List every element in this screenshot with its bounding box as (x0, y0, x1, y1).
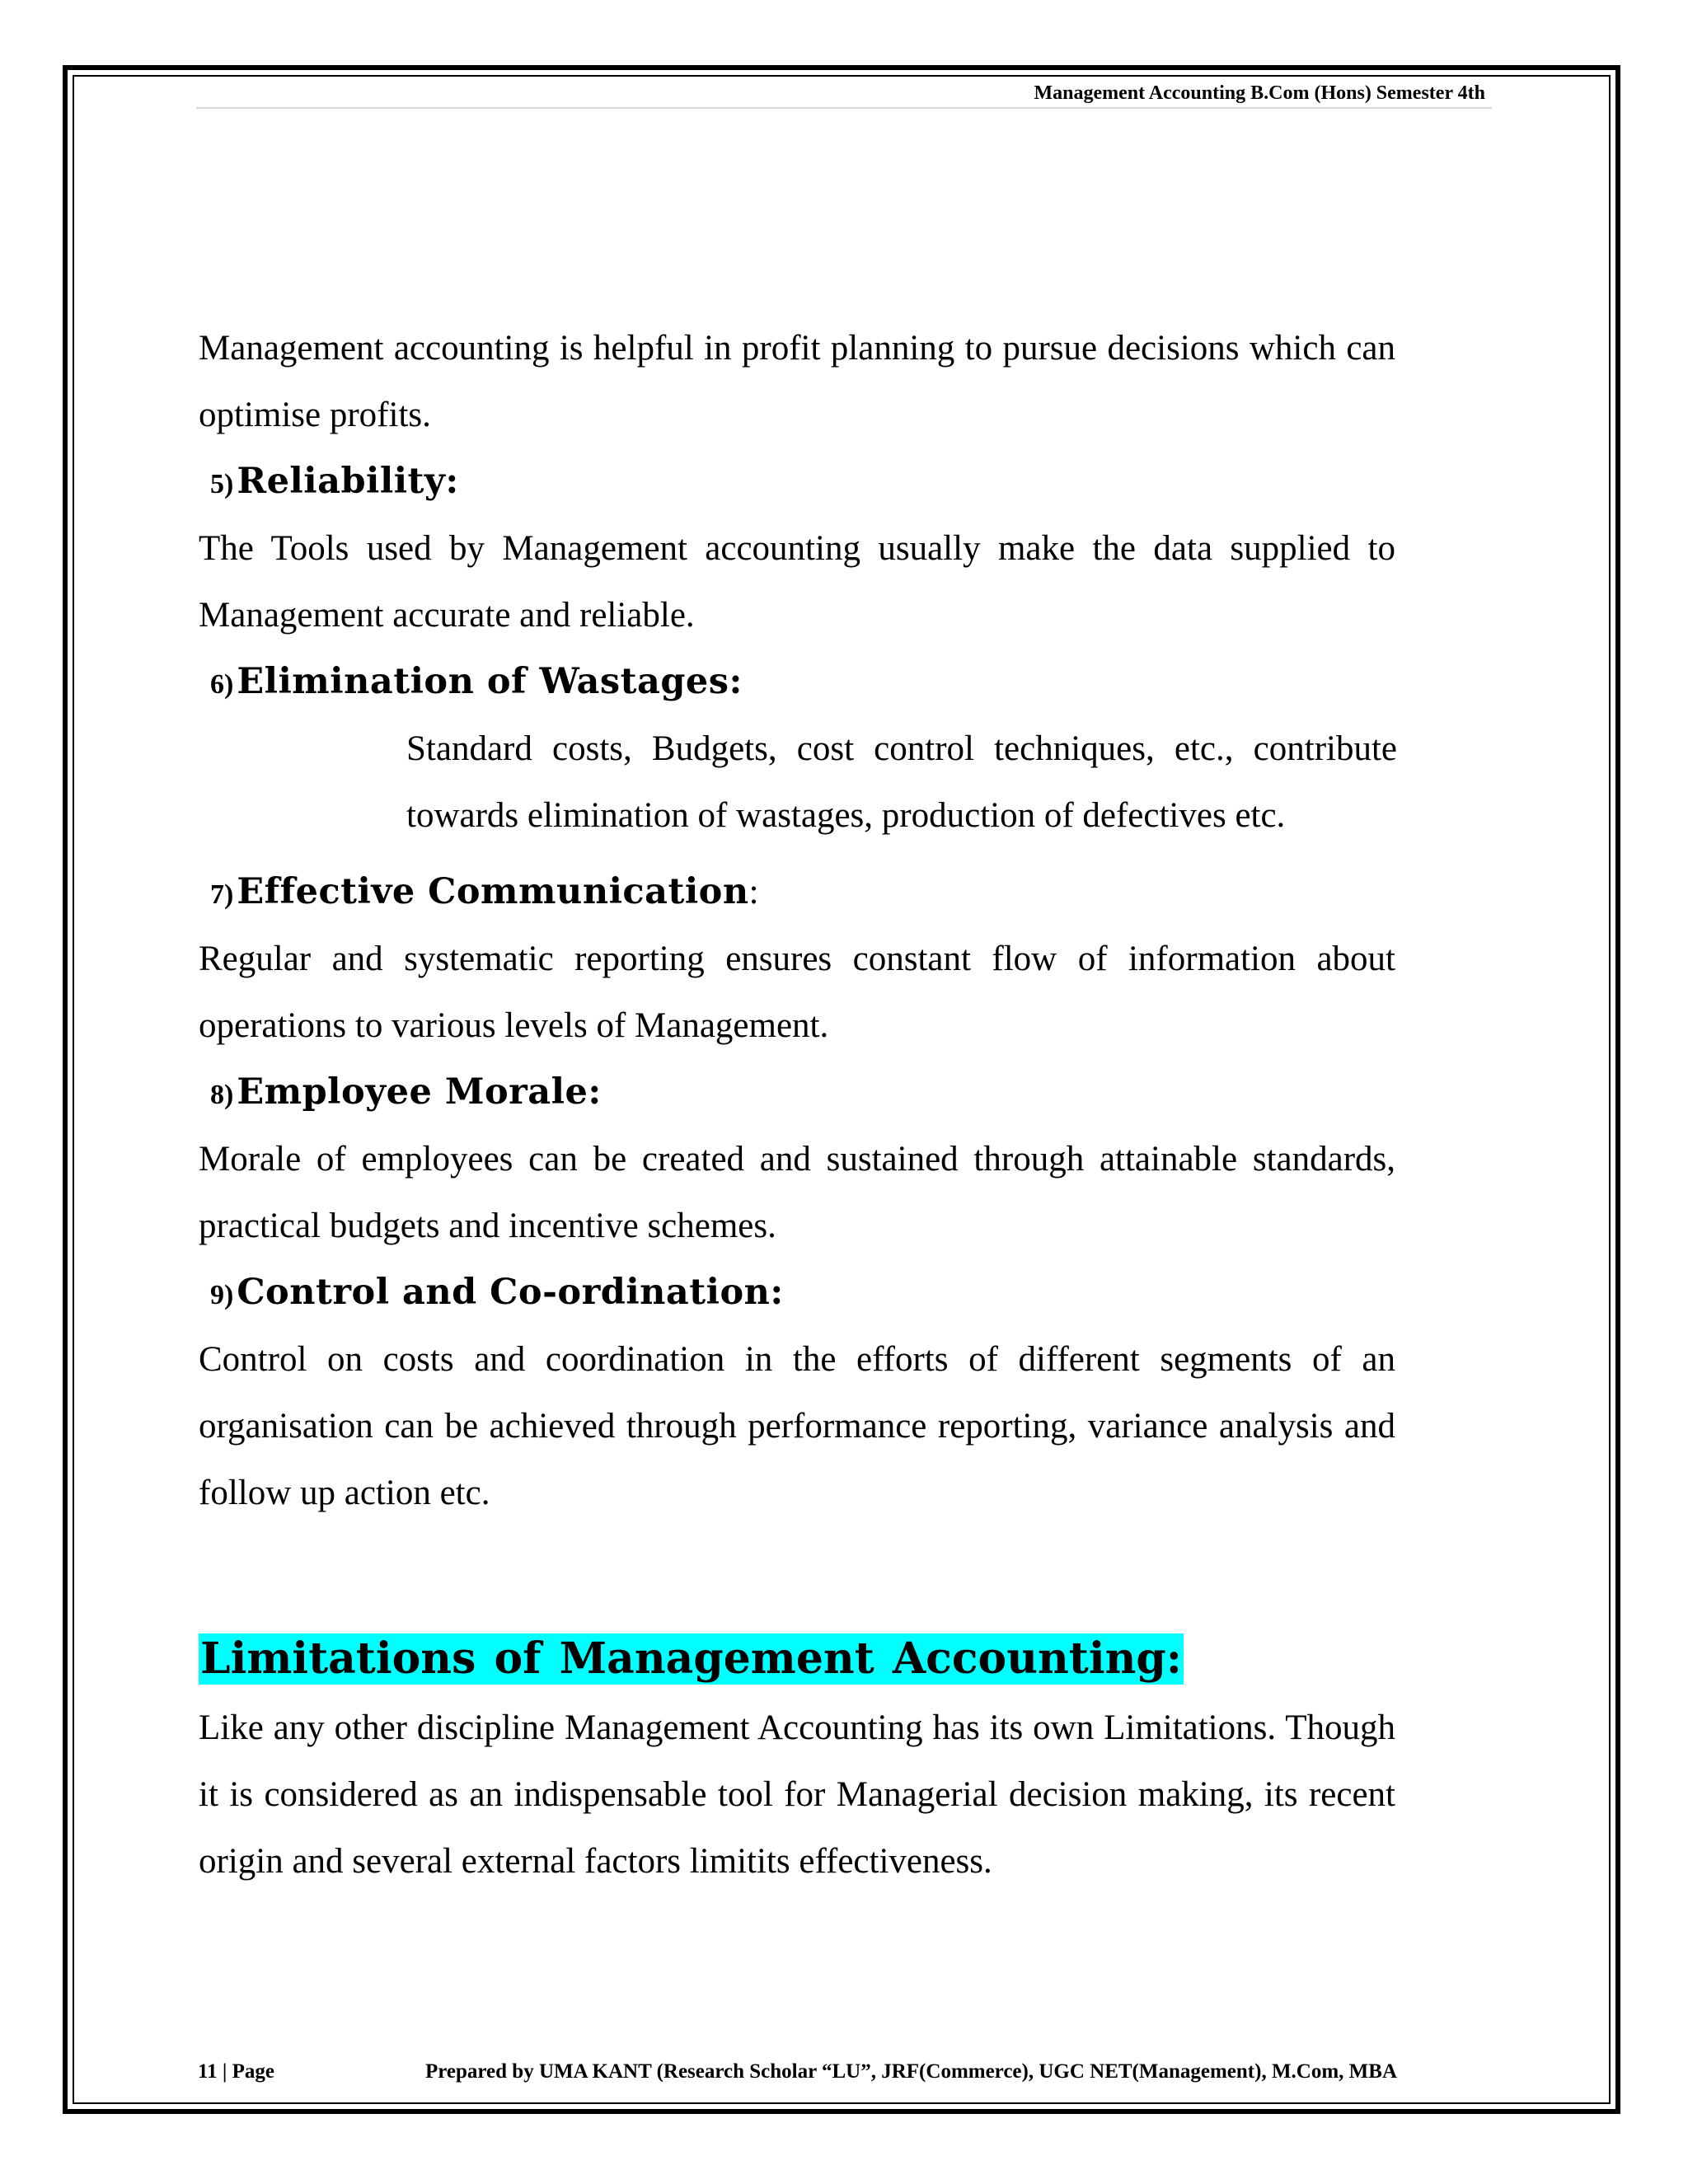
item-title: Employee Morale: (237, 1071, 602, 1113)
footer-page-number: 11 | Page (198, 2060, 274, 2083)
item-heading-control-and-coordination (199, 1259, 1395, 1326)
header-title: Management Accounting B.Com (Hons) Semester 4th (1034, 82, 1485, 104)
running-header (196, 79, 1492, 109)
item-heading-reliability (199, 448, 1395, 515)
item-title: Control and Co-ordination: (237, 1272, 784, 1313)
item-heading-employee-morale (199, 1059, 1395, 1126)
intro-paragraph: Management accounting is helpful in profit planning to pursue decisions which can optimise profits. (199, 329, 1395, 434)
item-title: Reliability: (237, 461, 459, 502)
item-title-suffix: : (748, 873, 759, 912)
item-number: 7) (210, 879, 234, 910)
limitations-paragraph: Like any other discipline Management Accounting has its own Limitations. Though it is considered as an indispensable tool for Managerial decision making, its recent origin and several external factors limitits effectiveness. (199, 1708, 1395, 1881)
item-number: 5) (210, 469, 234, 499)
footer-credit: Prepared by UMA KANT (Research Scholar “LU”, JRF(Commerce), UGC NET(Management), M.Com, MBA (425, 2060, 1398, 2083)
spacer (199, 849, 1395, 859)
item-heading-elimination-of-wastages (199, 649, 1395, 715)
item-paragraph-reliability: The Tools used by Management accounting usually make the data supplied to Management accurate and reliable. (199, 529, 1395, 635)
item-number: 9) (210, 1280, 234, 1310)
spacer (199, 1526, 1395, 1628)
item-number: 6) (210, 669, 234, 700)
item-paragraph-elimination-of-wastages: Standard costs, Budgets, cost control techniques, etc., contribute towards elimination of wastages, production of defectives etc. (406, 729, 1397, 835)
item-title: Effective Communication (237, 871, 749, 912)
item-paragraph-employee-morale: Morale of employees can be created and sustained through attainable standards, practical budgets and incentive schemes. (199, 1140, 1395, 1245)
item-paragraph-control-and-coordination: Control on costs and coordination in the efforts of different segments of an organisation can be achieved through performance reporting, variance analysis and follow up action etc. (199, 1340, 1395, 1512)
item-heading-effective-communication (199, 859, 1395, 926)
page-content (199, 315, 1395, 1895)
limitations-heading: Limitations of Management Accounting: (200, 1633, 1182, 1684)
item-title: Elimination of Wastages: (237, 661, 743, 702)
item-paragraph-effective-communication: Regular and systematic reporting ensures constant flow of information about operations to various levels of Management. (199, 940, 1395, 1045)
item-number: 8) (210, 1080, 234, 1110)
